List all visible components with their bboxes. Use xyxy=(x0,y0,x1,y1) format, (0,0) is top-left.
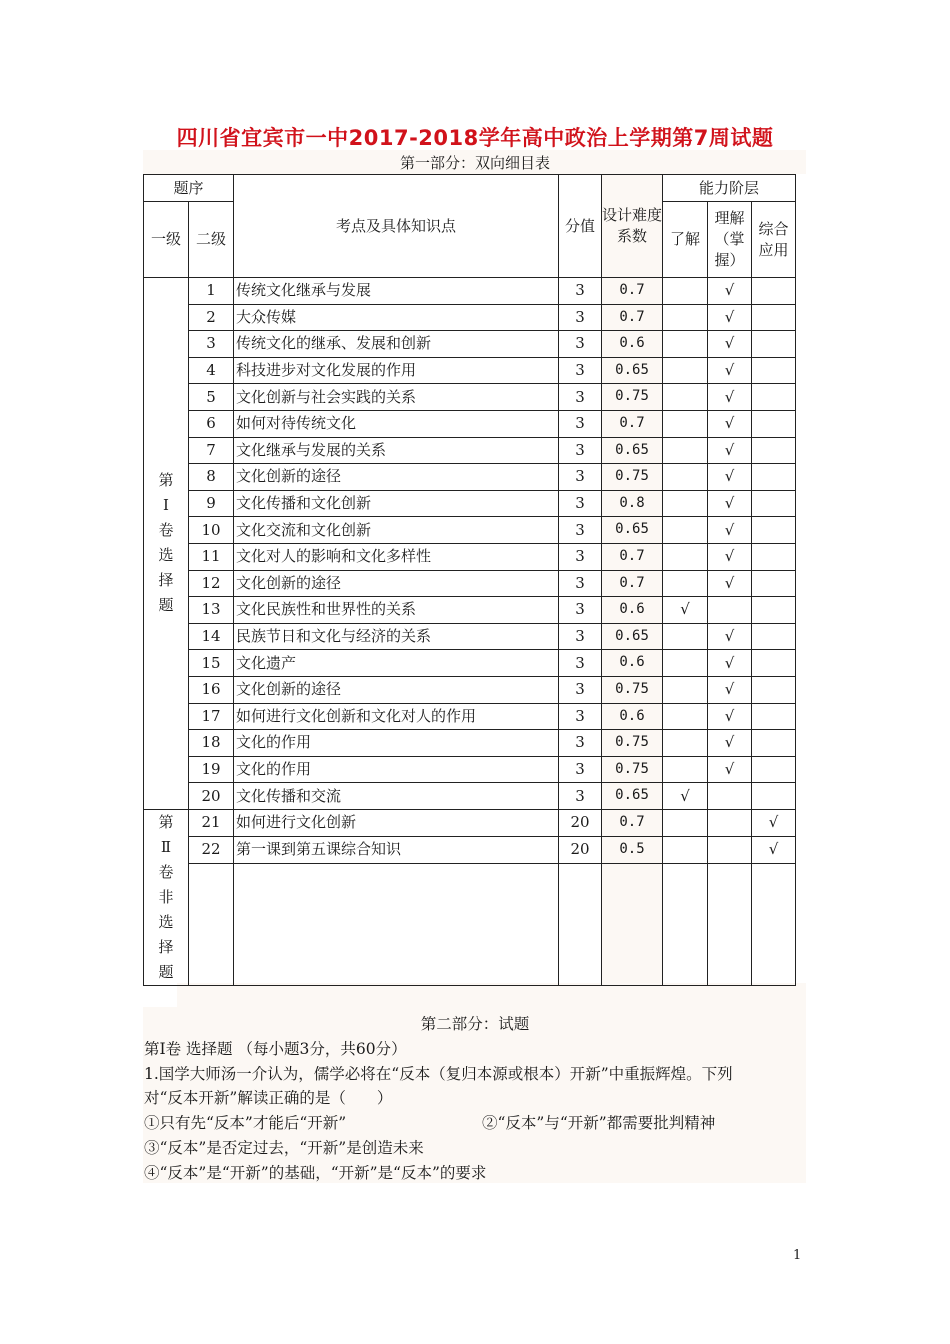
row-topic: 文化创新的途径 xyxy=(234,570,559,597)
row-difficulty: 0.6 xyxy=(602,703,663,730)
row-topic: 传统文化继承与发展 xyxy=(234,278,559,305)
row-difficulty: 0.65 xyxy=(602,357,663,384)
row-know-check xyxy=(663,570,708,597)
row-know-check xyxy=(663,836,708,863)
row-apply-check xyxy=(752,464,796,491)
table-row xyxy=(144,836,796,863)
row-number: 7 xyxy=(189,437,234,464)
row-number: 10 xyxy=(189,517,234,544)
table-row xyxy=(144,597,796,624)
header-tixu: 题序 xyxy=(144,175,234,202)
row-understand-check xyxy=(708,836,752,863)
row-topic: 第一课到第五课综合知识 xyxy=(234,836,559,863)
row-topic: 文化创新的途径 xyxy=(234,676,559,703)
row-score: 3 xyxy=(559,464,602,491)
row-topic: 文化创新的途径 xyxy=(234,464,559,491)
row-number: 6 xyxy=(189,410,234,437)
row-topic: 文化交流和文化创新 xyxy=(234,517,559,544)
table-row xyxy=(144,357,796,384)
row-apply-check xyxy=(752,278,796,305)
row-know-check xyxy=(663,357,708,384)
question1-option-2: ②“反本”与“开新”都需要批判精神 xyxy=(482,1114,716,1132)
row-apply-check xyxy=(752,384,796,411)
row-score: 3 xyxy=(559,543,602,570)
row-know-check xyxy=(663,304,708,331)
section2-label-cell xyxy=(144,809,189,985)
row-apply-check xyxy=(752,410,796,437)
row-difficulty: 0.7 xyxy=(602,809,663,836)
header-nengli: 能力阶层 xyxy=(663,175,796,202)
row-know-check: √ xyxy=(663,783,708,810)
empty-cell xyxy=(189,863,234,985)
row-number: 14 xyxy=(189,623,234,650)
row-difficulty: 0.65 xyxy=(602,517,663,544)
row-apply-check xyxy=(752,570,796,597)
row-score: 3 xyxy=(559,490,602,517)
table-row xyxy=(144,278,796,305)
row-number: 3 xyxy=(189,331,234,358)
header-kaodian: 考点及具体知识点 xyxy=(234,175,559,278)
row-apply-check xyxy=(752,623,796,650)
row-know-check xyxy=(663,809,708,836)
row-topic: 如何进行文化创新 xyxy=(234,809,559,836)
table-row xyxy=(144,464,796,491)
row-difficulty: 0.7 xyxy=(602,278,663,305)
row-score: 3 xyxy=(559,597,602,624)
row-understand-check: √ xyxy=(708,384,752,411)
part2-title: 第二部分：试题 xyxy=(420,1015,530,1033)
row-score: 3 xyxy=(559,410,602,437)
row-know-check xyxy=(663,543,708,570)
empty-cell xyxy=(234,863,559,985)
header-zonghe: 综合应用 xyxy=(752,202,796,278)
table-row-empty xyxy=(144,863,796,985)
table-row xyxy=(144,384,796,411)
header-liaojie: 了解 xyxy=(663,202,708,278)
section1-label: 第Ⅰ卷选择题 xyxy=(158,471,174,615)
row-topic: 传统文化的继承、发展和创新 xyxy=(234,331,559,358)
row-know-check xyxy=(663,437,708,464)
row-understand-check: √ xyxy=(708,490,752,517)
row-understand-check: √ xyxy=(708,543,752,570)
section2-label: 第Ⅱ卷非选择题 xyxy=(158,812,174,981)
row-apply-check: √ xyxy=(752,836,796,863)
row-score: 3 xyxy=(559,384,602,411)
row-score: 3 xyxy=(559,703,602,730)
row-number: 8 xyxy=(189,464,234,491)
document-title: 四川省宜宾市一中2017-2018学年高中政治上学期第7周试题 xyxy=(176,126,774,150)
row-difficulty: 0.75 xyxy=(602,384,663,411)
row-number: 2 xyxy=(189,304,234,331)
row-topic: 文化创新与社会实践的关系 xyxy=(234,384,559,411)
table-row xyxy=(144,676,796,703)
header-nandu: 设计难度系数 xyxy=(602,175,663,278)
question1-option-1: ①只有先“反本”才能后“开新” xyxy=(144,1114,347,1132)
row-know-check xyxy=(663,331,708,358)
row-apply-check xyxy=(752,756,796,783)
table-row xyxy=(144,331,796,358)
row-number: 16 xyxy=(189,676,234,703)
row-score: 3 xyxy=(559,357,602,384)
row-apply-check xyxy=(752,730,796,757)
row-know-check xyxy=(663,410,708,437)
section-heading: 第Ⅰ卷 选择题 （每小题3分，共60分） xyxy=(144,1040,407,1058)
row-topic: 文化的作用 xyxy=(234,730,559,757)
row-difficulty: 0.65 xyxy=(602,623,663,650)
row-apply-check xyxy=(752,357,796,384)
table-row xyxy=(144,703,796,730)
row-apply-check xyxy=(752,703,796,730)
row-number: 15 xyxy=(189,650,234,677)
page-number: 1 xyxy=(793,1248,802,1263)
row-understand-check: √ xyxy=(708,464,752,491)
header-lijie: 理解（掌握） xyxy=(708,202,752,278)
row-score: 3 xyxy=(559,676,602,703)
row-topic: 文化传播和交流 xyxy=(234,783,559,810)
row-understand-check xyxy=(708,783,752,810)
row-difficulty: 0.7 xyxy=(602,543,663,570)
row-difficulty: 0.6 xyxy=(602,597,663,624)
row-understand-check xyxy=(708,597,752,624)
row-know-check xyxy=(663,756,708,783)
question1-option-4: ④“反本”是“开新”的基础，“开新”是“反本”的要求 xyxy=(144,1164,487,1182)
row-know-check xyxy=(663,623,708,650)
row-number: 1 xyxy=(189,278,234,305)
row-score: 3 xyxy=(559,331,602,358)
table-row xyxy=(144,650,796,677)
row-score: 3 xyxy=(559,650,602,677)
row-topic: 如何对待传统文化 xyxy=(234,410,559,437)
question1-option-3: ③“反本”是否定过去，“开新”是创造未来 xyxy=(144,1139,424,1157)
row-apply-check xyxy=(752,676,796,703)
empty-cell xyxy=(708,863,752,985)
row-number: 9 xyxy=(189,490,234,517)
row-understand-check: √ xyxy=(708,517,752,544)
header-fenzhi: 分值 xyxy=(559,175,602,278)
row-know-check xyxy=(663,650,708,677)
table-row xyxy=(144,730,796,757)
row-know-check xyxy=(663,278,708,305)
empty-cell xyxy=(752,863,796,985)
question1-stem-line2: 对“反本开新”解读正确的是（ ） xyxy=(144,1089,393,1107)
table-row xyxy=(144,490,796,517)
table-row xyxy=(144,783,796,810)
row-number: 4 xyxy=(189,357,234,384)
row-topic: 文化遗产 xyxy=(234,650,559,677)
row-know-check xyxy=(663,703,708,730)
row-score: 3 xyxy=(559,517,602,544)
row-difficulty: 0.7 xyxy=(602,570,663,597)
row-number: 20 xyxy=(189,783,234,810)
row-know-check xyxy=(663,676,708,703)
row-know-check: √ xyxy=(663,597,708,624)
row-apply-check xyxy=(752,597,796,624)
row-apply-check xyxy=(752,650,796,677)
table-row xyxy=(144,570,796,597)
row-topic: 文化民族性和世界性的关系 xyxy=(234,597,559,624)
row-topic: 文化传播和文化创新 xyxy=(234,490,559,517)
row-difficulty: 0.75 xyxy=(602,464,663,491)
row-understand-check: √ xyxy=(708,278,752,305)
table-row xyxy=(144,437,796,464)
row-know-check xyxy=(663,517,708,544)
empty-cell xyxy=(559,863,602,985)
row-difficulty: 0.65 xyxy=(602,437,663,464)
row-understand-check: √ xyxy=(708,304,752,331)
header-level2: 二级 xyxy=(189,202,234,278)
row-understand-check: √ xyxy=(708,357,752,384)
table-row xyxy=(144,809,796,836)
question1-stem-line1: 1.国学大师汤一介认为，儒学必将在“反本（复归本源或根本）开新”中重振辉煌。下列 xyxy=(144,1065,733,1083)
table-row xyxy=(144,517,796,544)
row-difficulty: 0.65 xyxy=(602,783,663,810)
empty-cell xyxy=(602,863,663,985)
row-understand-check: √ xyxy=(708,730,752,757)
row-score: 20 xyxy=(559,809,602,836)
row-understand-check: √ xyxy=(708,676,752,703)
row-understand-check: √ xyxy=(708,570,752,597)
row-number: 12 xyxy=(189,570,234,597)
row-understand-check: √ xyxy=(708,623,752,650)
row-number: 18 xyxy=(189,730,234,757)
row-number: 13 xyxy=(189,597,234,624)
row-apply-check xyxy=(752,517,796,544)
row-understand-check: √ xyxy=(708,331,752,358)
row-understand-check xyxy=(708,809,752,836)
row-apply-check xyxy=(752,543,796,570)
row-topic: 文化对人的影响和文化多样性 xyxy=(234,543,559,570)
table-row xyxy=(144,623,796,650)
table-row xyxy=(144,410,796,437)
row-understand-check: √ xyxy=(708,703,752,730)
row-difficulty: 0.6 xyxy=(602,650,663,677)
row-score: 3 xyxy=(559,756,602,783)
row-score: 3 xyxy=(559,783,602,810)
row-number: 17 xyxy=(189,703,234,730)
row-score: 3 xyxy=(559,278,602,305)
row-difficulty: 0.7 xyxy=(602,410,663,437)
table-row xyxy=(144,543,796,570)
row-topic: 文化的作用 xyxy=(234,756,559,783)
row-difficulty: 0.5 xyxy=(602,836,663,863)
row-apply-check xyxy=(752,437,796,464)
row-know-check xyxy=(663,730,708,757)
row-know-check xyxy=(663,464,708,491)
row-difficulty: 0.7 xyxy=(602,304,663,331)
row-score: 3 xyxy=(559,304,602,331)
row-score: 20 xyxy=(559,836,602,863)
row-score: 3 xyxy=(559,730,602,757)
part1-title: 第一部分：双向细目表 xyxy=(399,154,550,172)
row-apply-check xyxy=(752,490,796,517)
row-score: 3 xyxy=(559,437,602,464)
table-row xyxy=(144,304,796,331)
row-apply-check xyxy=(752,783,796,810)
row-number: 5 xyxy=(189,384,234,411)
row-know-check xyxy=(663,384,708,411)
row-score: 3 xyxy=(559,623,602,650)
row-number: 11 xyxy=(189,543,234,570)
header-level1: 一级 xyxy=(144,202,189,278)
row-score: 3 xyxy=(559,570,602,597)
row-difficulty: 0.6 xyxy=(602,331,663,358)
row-understand-check: √ xyxy=(708,650,752,677)
row-apply-check xyxy=(752,331,796,358)
row-understand-check: √ xyxy=(708,410,752,437)
spec-table xyxy=(143,174,796,986)
empty-cell xyxy=(663,863,708,985)
row-topic: 大众传媒 xyxy=(234,304,559,331)
row-difficulty: 0.75 xyxy=(602,676,663,703)
row-number: 19 xyxy=(189,756,234,783)
section1-label-cell xyxy=(144,278,189,810)
table-row xyxy=(144,756,796,783)
row-understand-check: √ xyxy=(708,756,752,783)
row-understand-check: √ xyxy=(708,437,752,464)
row-apply-check xyxy=(752,304,796,331)
row-topic: 民族节日和文化与经济的关系 xyxy=(234,623,559,650)
row-number: 21 xyxy=(189,809,234,836)
row-topic: 文化继承与发展的关系 xyxy=(234,437,559,464)
row-number: 22 xyxy=(189,836,234,863)
row-topic: 科技进步对文化发展的作用 xyxy=(234,357,559,384)
row-topic: 如何进行文化创新和文化对人的作用 xyxy=(234,703,559,730)
row-difficulty: 0.75 xyxy=(602,730,663,757)
row-difficulty: 0.8 xyxy=(602,490,663,517)
row-apply-check: √ xyxy=(752,809,796,836)
row-know-check xyxy=(663,490,708,517)
row-difficulty: 0.75 xyxy=(602,756,663,783)
